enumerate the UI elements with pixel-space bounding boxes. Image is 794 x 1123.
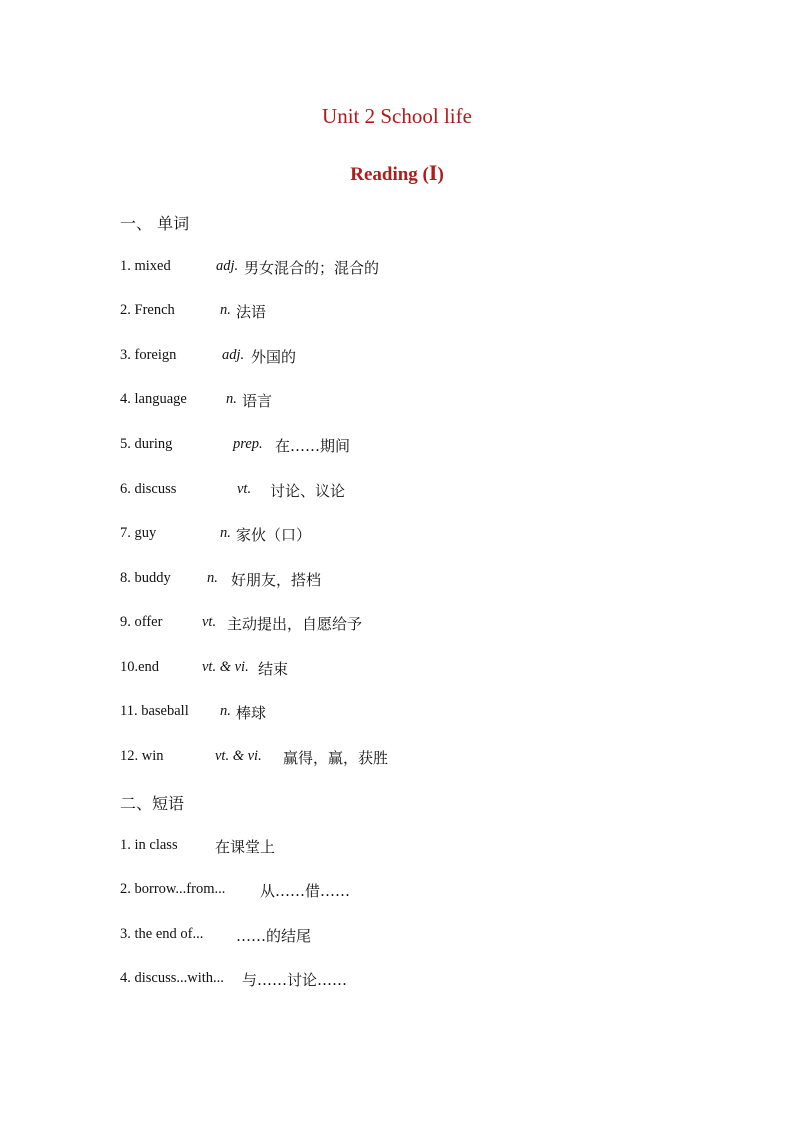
vocab-word: 4. language [120,391,187,407]
vocab-meaning: 赢得，赢，获胜 [283,749,389,767]
vocab-word: 7. guy [120,525,157,541]
vocab-pos: adj. [222,347,245,363]
section-heading-words: 一、 单词 [120,214,190,233]
phrase-meaning: ……的结尾 [236,927,312,945]
section-heading-phrases: 二、短语 [120,794,185,813]
vocab-meaning: 好朋友，搭档 [231,571,322,589]
document-subtitle [0,160,794,186]
phrase-text: 1. in class [120,837,178,853]
vocab-word: 9. offer [120,614,163,630]
vocab-meaning: 在……期间 [275,437,351,455]
phrase-meaning: 从……借…… [260,882,351,900]
vocab-pos: n. [207,570,218,586]
subtitle-roman-numeral: I [428,160,438,185]
phrase-text: 4. discuss...with... [120,970,224,986]
vocab-word: 1. mixed [120,258,171,274]
subtitle-close: ) [437,164,444,185]
vocab-meaning: 男女混合的；混合的 [244,259,380,277]
vocab-word: 8. buddy [120,570,171,586]
vocab-meaning: 法语 [236,303,267,321]
vocab-pos: vt. [202,614,217,630]
vocab-meaning: 讨论、议论 [270,482,346,500]
vocab-word: 10.end [120,659,160,675]
vocab-word: 12. win [120,748,164,764]
subtitle-text: Reading ( [350,164,429,185]
vocab-meaning: 结束 [258,660,289,678]
vocab-meaning: 主动提出，自愿给予 [227,615,363,633]
vocab-pos: adj. [216,258,239,274]
vocab-pos: n. [226,391,237,407]
vocab-pos: vt. [237,481,252,497]
vocab-meaning: 棒球 [236,704,267,722]
phrase-meaning: 与……讨论…… [242,971,348,989]
vocab-word: 3. foreign [120,347,177,363]
vocab-pos: n. [220,302,231,318]
vocab-meaning: 家伙（口） [236,526,312,544]
vocab-word: 2. French [120,302,175,318]
phrase-text: 2. borrow...from... [120,881,226,897]
phrase-text: 3. the end of... [120,926,204,942]
vocab-pos: vt. & vi. [202,659,249,675]
vocab-meaning: 语言 [242,392,273,410]
vocab-pos: prep. [233,436,263,452]
phrase-meaning: 在课堂上 [215,838,276,856]
vocab-word: 5. during [120,436,173,452]
vocab-pos: n. [220,703,231,719]
document-title: Unit 2 School life [322,104,472,128]
vocab-word: 11. baseball [120,703,189,719]
vocab-pos: vt. & vi. [215,748,262,764]
vocab-meaning: 外国的 [251,348,297,366]
vocab-pos: n. [220,525,231,541]
vocab-word: 6. discuss [120,481,177,497]
